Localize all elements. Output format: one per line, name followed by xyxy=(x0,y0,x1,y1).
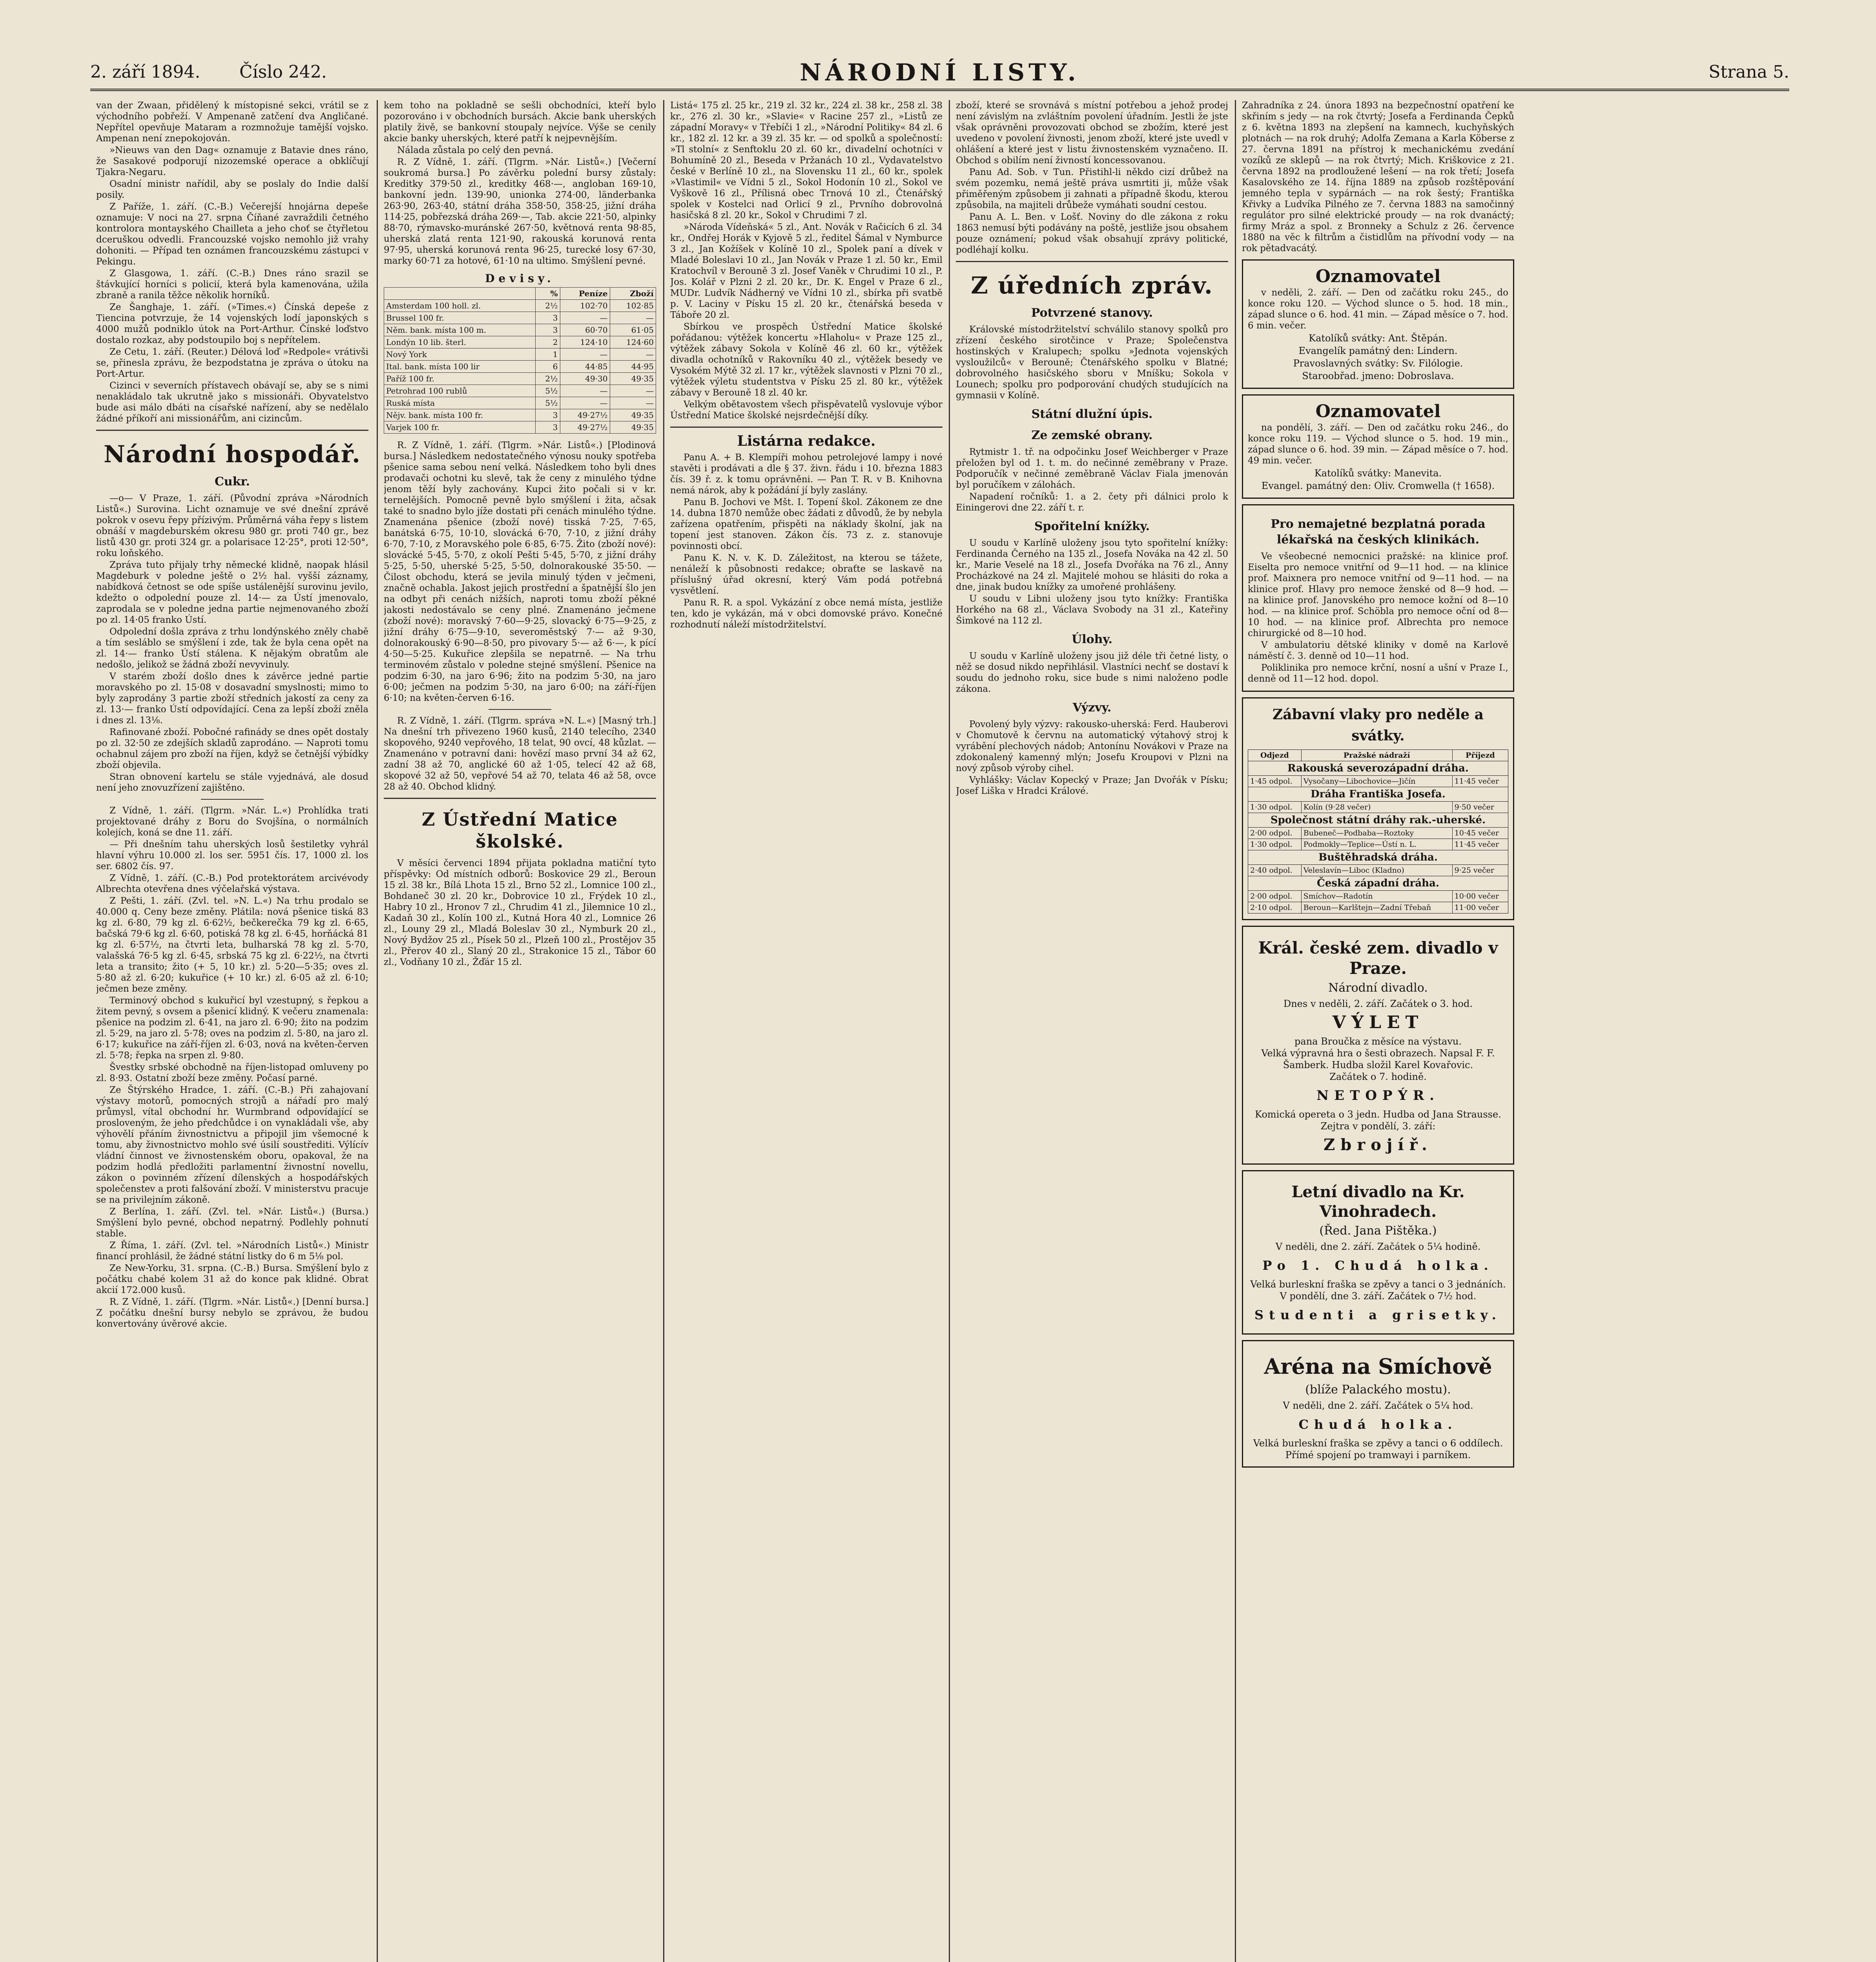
article-paragraph: Z Berlína, 1. září. (Zvl. tel. »Nár. Listů«.) (Bursa.) Smýšlení bylo pevné, obchod nepatrný. Podlehly pohnutí stable. xyxy=(96,1207,368,1239)
box-line: Katolíků svátky: Manevita. xyxy=(1314,468,1442,479)
table-cell: 3 xyxy=(536,409,560,421)
column-header: Pražské nádraží xyxy=(1301,750,1452,761)
railway-name: Česká západní dráha. xyxy=(1248,876,1508,891)
section-subtitle: Spořitelní knížky. xyxy=(1034,520,1150,533)
article-paragraph: Panu A. + B. Klempíři mohou petrolejové lampy i nové stavěti i prodávati a dle § 37. živn. řádu i 10. března 1883 čís. 39 ř. z. k tomu oprávněni. — Pan T. R. v B. Knihovna nemá nárok, aby k požádání jí byly zaslány. xyxy=(670,452,943,496)
box-line: na pondělí, 3. září. — Den od začátku roku 246., do konce roku 119. — Východ slunce o 5. hod. 19 min., západ slunce o 6. hod. 39 min. — Západ měsíce o 7. hod. 49 min. večer. xyxy=(1248,423,1508,466)
table-caption: Devisy. xyxy=(485,272,555,285)
column-header xyxy=(384,288,536,300)
section-divider xyxy=(670,427,943,428)
article-paragraph: Ze Šanghaje, 1. září. (»Times.«) Čínská depeše z Tiencina potvrzuje, že 14 vojenských lodí japonských s 4000 mužů podniklo útok na Port-Arthur. Čínské loďstvo dostalo rozkaz, aby podstoupilo boj s nepřítelem. xyxy=(96,302,368,345)
article-paragraph: Sbírkou ve prospěch Ústřední Matice školské pořádanou: výtěžek koncertu »Hlaholu« v Praze 125 zl., výtěžek zábavy Sokola v Kolíně 46 zl. 60 kr., výtěžek divadla ochotníků v Rakovníku 40 zl., výtěžek besedy ve Vysokém Mýtě 32 zl. 17 kr., výtěžek slavnosti v Plzni 70 zl., výtěžek výletu studentstva v Písku 25 zl. 80 kr., výtěžek zábavy v Berouně 18 zl. 40 kr. xyxy=(670,322,943,398)
train-row xyxy=(1248,891,1508,902)
article-paragraph: »Národa Vídeňská« 5 zl., Ant. Novák v Račicích 6 zl. 34 kr., Ondřej Horák v Kyjově 5 zl., ředitel Šámal v Nymburce 3 zl., Jan Kožíšek v Kolíně 10 zl., Spolek paní a dívek v Mladé Boleslavi 10 zl., Jan Novák v Praze 1 zl. 50 kr., Emil Kratochvíl v Berouně 3 zl. Josef Vaněk v Chrudimi 10 zl., P. Jos. Kolář v Plzni 2 zl. 20 kr., Dr. K. Engel v Praze 6 zl., MUDr. Ludvík Nádherný ve Vídni 10 zl., sbírka při svatbě p. V. Laciny v Písku 15 zl. 20 kr., čtenářská beseda v Táboře 20 zl. xyxy=(670,222,943,320)
article-paragraph: Velkým obětavostem všech přispěvatelů vyslovuje výbor Ústřední Matice školské nejsrdečnější díky. xyxy=(670,399,943,421)
train-row xyxy=(1248,839,1508,850)
table-cell: Londýn 10 lib. šterl. xyxy=(384,336,536,348)
table-row xyxy=(384,385,656,397)
column-1 xyxy=(96,100,368,1962)
train-row xyxy=(1248,902,1508,914)
box-line: Katolíků svátky: Ant. Štěpán. xyxy=(1309,333,1448,344)
article-paragraph: Nálada zůstala po celý den pevná. xyxy=(397,145,554,155)
column-header: % xyxy=(536,288,560,300)
railway-name: Buštěhradská dráha. xyxy=(1248,850,1508,865)
table-cell: 5½ xyxy=(536,385,560,397)
table-cell: 44·95 xyxy=(610,361,656,373)
theatre-title: Letní divadlo na Kr. Vinohradech. xyxy=(1291,1183,1465,1221)
column-4 xyxy=(956,100,1228,1962)
column-header: Odjezd xyxy=(1248,750,1302,761)
theatre-box xyxy=(1242,926,1514,1165)
table-row xyxy=(384,312,656,324)
column-5-left xyxy=(1242,100,1514,1468)
table-cell: 102·70 xyxy=(560,300,610,312)
theatre-title: Aréna na Smíchově xyxy=(1264,1354,1492,1379)
article-paragraph: van der Zwaan, přidělený k místopisné sekci, vrátil se z východního pobřeží. V Ampenaně zatčení dva Angličané. Nepřítel opevňuje Mataram a rozmnožuje tamější vojsko. Ampenan není znepokojován. xyxy=(96,100,368,144)
article-paragraph: Panu R. R. a spol. Vykázání z obce nemá místa, jestliže ten, kdo je vykázán, má v obci domovské právo. Konečné rozhodnutí náleží místodržitelství. xyxy=(670,598,943,630)
article-paragraph: Panu A. L. Ben. v Lošť. Noviny do dle zákona z roku 1863 nemusí býti podávány na poště, jestliže jsou obsahem pouze oznámení; pokud však obsahují zprávy politické, podléhají kolku. xyxy=(956,212,1228,255)
masthead xyxy=(90,59,1789,91)
article-paragraph: V starém zboží došlo dnes k závěrce jedné partie moravského po zl. 15·08 v dosavadní smyslnosti; mimo to byly zaprodány 3 partie zboží středních jakostí za ceny za zl. 13·— franko Ústí odpovídající. Cena za lepší zboží zněla i dnes zl. 13⅛. xyxy=(96,671,368,726)
table-cell: Brussel 100 fr. xyxy=(384,312,536,324)
article-paragraph: Z Paříže, 1. září. (C.-B.) Večerejší hnojárna depeše oznamuje: V noci na 27. srpna Číňané zavraždili četného kontrolora montayského Chailleta a jeho choť se čtyřletou dceruškou odvedli. Francouzské vojsko nemohlo již vrahy dohoniti. — Případ ten oznámen francouzskému zástupci v Pekingu. xyxy=(96,202,368,267)
table-cell: Nový York xyxy=(384,348,536,361)
table-cell: 1·30 odpol. xyxy=(1248,802,1302,813)
table-cell: — xyxy=(610,348,656,361)
article-paragraph: Rytmistr 1. tř. na odpočinku Josef Weichberger v Praze přeložen byl od 1. t. m. do nečinné zeměbrany v Praze. Podporučík v nečinné zeměbraně Václav Fiala jmenován byl poručíkem v zálohách. xyxy=(956,447,1228,490)
table-header-row xyxy=(384,288,656,300)
table-cell: 11·45 večer xyxy=(1452,839,1508,850)
table-cell: 11·00 večer xyxy=(1452,902,1508,914)
section-divider xyxy=(956,261,1228,262)
table-cell: 1·30 odpol. xyxy=(1248,839,1302,850)
article-paragraph: Ze Cetu, 1. září. (Reuter.) Délová loď »Redpole« vrátivši se, přinesla zprávu, že bezpodstatna je zpráva o útoku na Port-Artur. xyxy=(96,347,368,379)
article-paragraph: Odpolední došla zpráva z trhu londýnského zněly chabě a tím sesláblo se smýšlení i zde, tak že byla cena opět na zl. 14·— franko Ústí stálena. K nějakým obratům ale nedošlo, jelikož se žádná zboží nevyvinuly. xyxy=(96,627,368,670)
play-title: Po 1. Chudá holka. xyxy=(1262,1258,1494,1273)
section-title: Národní hospodář. xyxy=(104,441,361,468)
play-title: Zbrojíř. xyxy=(1324,1136,1433,1154)
article-paragraph: Terminový obchod s kukuřicí byl vzestupný, s řepkou a žitem pevný, s ovsem a pšenicí klidný. K večeru znamenala: pšenice na podzim zl. 6·41, na jaro zl. 6·90; žito na podzim zl. 5·29, na jaro zl. 5·78; oves na podzim zl. 5·80, na jaro zl. 6·17; kukuřice na září-říjen zl. 6·03, nová na květen-červen zl. 5·78; řepka na srpen zl. 9·80. xyxy=(96,996,368,1061)
table-cell: 3 xyxy=(536,324,560,336)
table-cell: 10·45 večer xyxy=(1452,828,1508,839)
box-line: Staroobřad. jmeno: Dobroslava. xyxy=(1302,370,1454,381)
table-cell: 49·27½ xyxy=(560,421,610,434)
oznamovatel-box xyxy=(1242,259,1514,389)
table-row xyxy=(384,324,656,336)
table-cell: Smíchov—Radotín xyxy=(1301,891,1452,902)
table-cell: Ital. bank. místa 100 lir xyxy=(384,361,536,373)
table-cell: Beroun—Karlštejn—Zadní Třebaň xyxy=(1301,902,1452,914)
divider xyxy=(489,709,551,710)
column-3 xyxy=(670,100,943,1962)
section-divider xyxy=(96,430,368,431)
table-cell: 11·45 večer xyxy=(1452,776,1508,787)
table-cell: Bubeneč—Podbaba—Roztoky xyxy=(1301,828,1452,839)
table-cell: 102·85 xyxy=(610,300,656,312)
railway-row xyxy=(1248,761,1508,776)
divider xyxy=(201,799,264,800)
article-paragraph: »Nieuws van den Dag« oznamuje z Batavie dnes ráno, že Sasakové podporují nizozemské operace a obklíčují Tjakra-Negaru. xyxy=(96,145,368,177)
column-rule xyxy=(1235,100,1236,1962)
play-title: Chudá holka. xyxy=(1298,1417,1458,1432)
table-cell: 2·10 odpol. xyxy=(1248,902,1302,914)
box-title: Oznamovatel xyxy=(1315,401,1441,421)
train-row xyxy=(1248,865,1508,876)
issue-date: 2. září 1894. xyxy=(90,62,201,82)
article-paragraph: Královské místodržitelství schválilo stanovy spolků pro zřízení českého sirotčince v Praze; Společenstva hostinských v Kralupech; spolku »Jednota vojenských vysloužilců« v Berouně; Čtenářského spolku v Blatné; dobrovolného hasičského sboru v Mníšku; Sokola v Lounech; spolku pro podporování chudých studujících na gymnasii v Kolíně. xyxy=(956,325,1228,401)
theatre-box xyxy=(1242,1170,1514,1335)
table-cell: — xyxy=(560,385,610,397)
table-cell: Něm. bank. místa 100 m. xyxy=(384,324,536,336)
article-paragraph: Panu Ad. Sob. v Tun. Přistihl-li někdo cizí drůbež na svém pozemku, nemá ještě práva usmrtiti ji, může však přiměřeným způsobem ji zahnati a případně škodu, kterou způsobila, na majiteli drůbeže vymáhati soudní cestou. xyxy=(956,167,1228,210)
section-subtitle: Cukr. xyxy=(215,475,250,489)
table-cell: 3 xyxy=(536,312,560,324)
railway-row xyxy=(1248,850,1508,865)
article-paragraph: Panu B. Jochovi ve Mšt. I. Topení škol. Zákonem ze dne 14. dubna 1870 nemůže obec žádati z důvodů, že by nebyla zařízena opatřením, přispěti na náklady školní, jak na topení jest stanoven. Zákon čís. 73 z. z. stanovuje povinnosti obcí. xyxy=(670,497,943,551)
table-cell: — xyxy=(560,348,610,361)
box-line: v neděli, 2. září. — Den od začátku roku 245., do konce roku 120. — Východ slunce o 5. hod. 18 min., západ slunce o 6. hod. 41 min. — Západ měsíce o 7. hod. 6 min. večer. xyxy=(1248,288,1508,331)
table-cell: 2½ xyxy=(536,300,560,312)
theatre-subtitle: (Řed. Jana Pištěka.) xyxy=(1319,1224,1437,1238)
oznamovatel-box xyxy=(1242,394,1514,499)
theatre-line: Velká výpravná hra o šesti obrazech. Napsal F. F. Šamberk. Hudba složil Karel Kovařovic. xyxy=(1261,1048,1495,1070)
table-cell: 10·00 večer xyxy=(1452,891,1508,902)
theatre-line: V neděli, dne 2. září. Začátek o 5¼ hod. xyxy=(1283,1400,1473,1411)
column-2 xyxy=(384,100,656,1962)
article-paragraph: Z Glasgowa, 1. září. (C.-B.) Dnes ráno srazil se štávkující horníci s policií, která byla kamenována, užila zbraně a ranila těžce několik horníků. xyxy=(96,268,368,301)
table-cell: 49·27½ xyxy=(560,409,610,421)
play-title: Studenti a grisetky. xyxy=(1254,1307,1502,1322)
table-cell: 49·35 xyxy=(610,409,656,421)
theatre-line: Zejtra v pondělí, 3. září: xyxy=(1320,1121,1436,1132)
box-line: Evangelík památný den: Lindern. xyxy=(1298,345,1458,356)
table-cell: 5½ xyxy=(536,397,560,409)
article-paragraph: R. Z Vídně, 1. září. (Tlgrm. »Nár. Listů«.) [Večerní soukromá bursa.] Po závěrku polední bursy zůstaly: Kreditky 379·50 zl., kreditky 468·—, angloban 169·10, bankovní jedn. 139·90, unionka 274·00, länderbanka 263·90, 263·40, státní dráha 358·50, 358·25, jižní dráha 114·25, pobřezská dráha 269·—, Tab. akcie 221·50, alpinky 88·70, rýmavsko-muránské 267·50, květnová renta 98·85, uherská zlatá renta 121·90, rakouská korunová renta 97·95, uherská korunová renta 96·25, turecké losy 67·30, marky 60·71 za hotové, 61·10 na ultimo. Smýšlení pevné. xyxy=(384,157,656,266)
box-paragraph: V ambulatoriu dětské kliniky v domě na Karlově náměstí č. 3. denně od 10—11 hod. xyxy=(1248,640,1508,661)
table-cell: 61·05 xyxy=(610,324,656,336)
article-paragraph: Zahradníka z 24. února 1893 na bezpečnostní opatření ke skřiním s jedy — na rok čtvrtý; Josefa a Ferdinanda Čepků z 6. května 1893 na zlepšení na kamnech, kuchyňských plotnách — na rok druhý; Adolfa Zemana a Karla Köberse z 27. června 1891 na přístroj k mechanickému zvedání vozíků ze sklepů — na rok čtvrtý; Mich. Kriškovice z 21. června 1892 na prodloužené lešení — na rok třetí; Josefa Kasalovského ze 14. října 1889 na způsob rozštěpování jemného tepla v sypárnách — na rok šestý; Františka Křivky a Ludvíka Pilného ze 7. června 1883 na samočinný regulátor pro silné elektrické proudy — na rok dvanáctý; firmy Mráz a spol. z Bronneky a Schulz z 26. července 1880 na věc k filtrům a čistidlům na přívodní vody — na rok pětadvacátý. xyxy=(1242,100,1514,253)
article-paragraph: Vyhlášky: Václav Kopecký v Praze; Jan Dvořák v Písku; Josef Liška v Hradci Králové. xyxy=(956,775,1228,796)
page-number: Strana 5. xyxy=(1708,62,1789,82)
article-paragraph: Z Vídně, 1. září. (C.-B.) Pod protektorátem arcivévody Albrechta otevřena dnes výčelařská výstava. xyxy=(96,873,368,894)
table-cell: 49·35 xyxy=(610,373,656,385)
column-5 xyxy=(1242,100,1789,1962)
table-cell: 1 xyxy=(536,348,560,361)
poradna-box xyxy=(1242,504,1514,692)
article-paragraph: Osadní ministr nařídil, aby se poslaly do Indie další posily. xyxy=(96,179,368,200)
theatre-subtitle: Národní divadlo. xyxy=(1328,981,1428,995)
train-schedule-box xyxy=(1242,697,1514,920)
article-paragraph: kem toho na pokladně se sešli obchodníci, kteří bylo pozorováno i v obchodních bursách. Akcie bank uherských platily živě, se bankovní stoupaly nejvíce. Výše se cenily akcie banky uherských, které patří k nejpevnějším. xyxy=(384,100,656,144)
section-title: Z úředních zpráv. xyxy=(971,272,1213,299)
table-cell: 124·60 xyxy=(610,336,656,348)
article-paragraph: Ze New-Yorku, 31. srpna. (C.-B.) Bursa. Smýšlení bylo z počátku chabé kolem 31 až do konce pak klidné. Obrat akcií 172.000 kusů. xyxy=(96,1263,368,1295)
play-title: NETOPÝR. xyxy=(1316,1088,1440,1103)
section-subtitle: Potvrzené stanovy. xyxy=(1031,306,1153,320)
railway-row xyxy=(1248,813,1508,828)
table-cell: 49·35 xyxy=(610,421,656,434)
article-paragraph: U soudu v Karlíně uloženy jsou tyto spořitelní knížky: Ferdinanda Černého na 135 zl., Josefa Nováka na 42 zl. 50 kr., Marie Veselé na 18 zl., Josefa Dvořáka na 76 zl., Anny Procházkové na 24 zl. Majitelé mohou se hlásiti do roka a dne, jinak budou knížky za umořené prohlášeny. xyxy=(956,538,1228,592)
table-cell: — xyxy=(610,385,656,397)
article-paragraph: zboží, které se srovnává s místní potřebou a jehož prodej není závislým na zvláštním povolení úřadním. Jestli že jste však oprávněni provozovati obchod se zbožím, které jest uvedeno v povolení živnosti, jenom zboží, které jste uvedl v ohlášení a které jest v listu živnostenském vyznačeno. II. Obchod s obilím není živností koncessovanou. xyxy=(956,100,1228,166)
train-row xyxy=(1248,776,1508,787)
article-paragraph: V měsíci červenci 1894 přijata pokladna matiční tyto příspěvky: Od místních odborů: Boskovice 29 zl., Beroun 15 zl. 38 kr., Bílá Lhota 15 zl., Brno 52 zl., Lomnice 100 zl., Bohdaneč 30 zl. 20 kr., Dobrovice 10 zl., Frýdek 10 zl., Habry 10 zl., Hronov 7 zl., Chrudim 41 zl., Jilemnice 10 zl., Kadaň 30 zl., Kolín 100 zl., Kutná Hora 40 zl., Lomnice 26 zl., Louny 29 zl., Mladá Boleslav 30 zl., Nymburk 20 zl., Nový Bydžov 25 zl., Písek 50 zl., Plzeň 100 zl., Prostějov 35 zl., Přerov 40 zl., Slaný 20 zl., Strakonice 15 zl., Tábor 60 zl., Vodňany 10 zl., Žďár 15 zl. xyxy=(384,858,656,967)
theatre-subtitle: (blíže Palackého mostu). xyxy=(1305,1383,1451,1397)
table-cell: Veleslavín—Liboc (Kladno) xyxy=(1301,865,1452,876)
table-row xyxy=(384,373,656,385)
theatre-line: Začátek o 7. hodině. xyxy=(1329,1071,1427,1082)
article-paragraph: Zpráva tuto přijaly trhy německé klidně, naopak hlásil Magdeburk v poledne ještě o 2½ hal. vyšší záznamy, nabídková četnost se ode spíše ustálenější surovinu jevilo, kdežto o odpolední pouze zl. 14·— za Ústí jmenovalo, zaprodala se v poledne jedna partie nejmenovaného zboží po zl. 14·05 franko Ústí. xyxy=(96,560,368,625)
table-cell: Podmokly—Teplice—Ústí n. L. xyxy=(1301,839,1452,850)
box-paragraph: Poliklinika pro nemoce krční, nosní a ušní v Praze I., denně od 11—12 hod. dopol. xyxy=(1248,663,1508,684)
section-title: Z Ústřední Matice školské. xyxy=(421,809,618,852)
article-paragraph: R. Z Vídně, 1. září. (Tlgrm. správa »N. L.«) [Masný trh.] Na dnešní trh přivezeno 1960 kusů, 2140 telecího, 2340 skopového, 9240 vepřového, 18 telat, 90 ovcí, 48 kůzlat. — Znamenáno v potravní dani: hovězí maso první 34 až 62, zadní 38 až 70, anglické 60 až 1·05, telecí 42 až 68, skopové 32 až 50, vepřové 54 až 70, telata 46 až 58, ovce 28 až 40. Obchod klidný. xyxy=(384,716,656,792)
article-paragraph: U soudu v Libni uloženy jsou tyto knížky: Františka Horkého na 68 zl., Václava Svobody na 31 zl., Kateřiny Šimkové na 112 zl. xyxy=(956,594,1228,626)
table-row xyxy=(384,397,656,409)
section-subtitle: Ze zemské obrany. xyxy=(1031,429,1153,442)
theatre-title: Král. české zem. divadlo v Praze. xyxy=(1258,938,1498,978)
article-paragraph: Z Vídně, 1. září. (Tlgrm. »Nár. L.«) Prohlídka trati projektované dráhy z Boru do Svojšína, o normálních kolejích, koná se dne 11. září. xyxy=(96,806,368,838)
train-row xyxy=(1248,828,1508,839)
table-cell: Kolín (9·28 večer) xyxy=(1301,802,1452,813)
theatre-line: Dnes v neděli, 2. září. Začátek o 3. hod. xyxy=(1283,998,1473,1009)
article-paragraph: Švestky srbské obchodně na říjen-listopad omluveny po zl. 8·93. Ostatní zboží beze změny. Počasí parné. xyxy=(96,1062,368,1083)
column-rule xyxy=(663,100,664,1962)
table-cell: Paříž 100 fr. xyxy=(384,373,536,385)
table-cell: 1·45 odpol. xyxy=(1248,776,1302,787)
column-rule xyxy=(949,100,950,1962)
table-cell: 2·00 odpol. xyxy=(1248,828,1302,839)
article-paragraph: Napadení ročníků: 1. a 2. čety při dálnici prolo k Einingerovi dne 22. září t. r. xyxy=(956,492,1228,513)
railway-row xyxy=(1248,787,1508,802)
article-paragraph: U soudu v Karlíně uloženy jsou již déle tři četné listy, o něž se dosud nikdo nepřihlásil. Vlastníci nechť se dostaví k soudu do jednoho roku, sice bude s nimi naloženo podle zákona. xyxy=(956,651,1228,694)
table-header-row xyxy=(1248,750,1508,761)
section-title: Listárna redakce. xyxy=(737,433,876,449)
table-cell: 6 xyxy=(536,361,560,373)
table-cell: — xyxy=(560,397,610,409)
article-paragraph: Ze Štýrského Hradce, 1. září. (C.-B.) Při zahajovaní výstavy motorů, pomocných strojů a nářadí pro malý průmysl, vítal obchodní hr. Wurmbrand odpovídající se prosloveným, že jeho předchůdce i on vynakládali vše, aby výhovělí přáním živnostnictvu a připojil jim všemocné k tomu, aby živnostnictvo mohlo své úsilí soustřediti. Výlícív vládní činnost ve živnostenském oboru, opakoval, že na podzim hodlá předložiti parlamentní živnostní novellu, zákon o povinném zřízení dílenských a hospodářských společenstev a proti falšování zboží. V ministerstvu pracuje se na privilejním zákoně. xyxy=(96,1085,368,1205)
table-cell: Ruská místa xyxy=(384,397,536,409)
column-rule xyxy=(377,100,378,1962)
train-row xyxy=(1248,802,1508,813)
article-paragraph: R. Z Vídně, 1. září. (Tlgrm. »Nár. Listů«.) [Denní bursa.] Z počátku dnešní bursy nebylo se zprávou, že budou konvertovány úvěrové akcie. xyxy=(96,1297,368,1329)
article-paragraph: Rafinované zboží. Pobočné rafinády se dnes opět dostaly po zl. 32·50 ze zdejších skladů zaprodáno. — Naproti tomu ochabnul zájem pro zboží na říjen, když se četnější výbídky zboží objevila. xyxy=(96,727,368,770)
issue-number: Číslo 242. xyxy=(239,62,327,82)
section-divider xyxy=(384,798,656,799)
theatre-line: Komická opereta o 3 jedn. Hudba od Jana Strausse. xyxy=(1255,1109,1501,1120)
railway-row xyxy=(1248,876,1508,891)
box-paragraph: Ve všeobecné nemocnici pražské: na klinice prof. Eiselta pro nemoce vnitřní od 9—11 hod. — na klinice prof. Maixnera pro nemoce vnitřní od 9—11 hod. — na klinice prof. Hlavy pro nemoce ženské od 8—9 hod. — na klinice prof. Janovského pro nemoce kožní od 8—10 hod. — na klinice prof. Schöbla pro nemoce oční od 8—10 hod. — na klinice prof. Albrechta pro nemoce chirurgické od 8—10 hod. xyxy=(1248,551,1508,638)
table-cell: 2·00 odpol. xyxy=(1248,891,1302,902)
article-paragraph: Z Pešti, 1. září. (Zvl. tel. »N. L.«) Na trhu prodalo se 40.000 q. Ceny beze změny. Plátila: nová pšenice tiská 83 kg zl. 6·80, 79 kg zl. 6·62½, bečkerečka 79 kg zl. 6·65, bačská 79·6 kg zl. 6·60, potiská 78 kg zl. 6·45, horňácká 81 kg zl. 6·57½, na čtvrti leta, bulharská 78 kg zl. 5·70, valašská 76·5 kg zl. 6·45, srbská 75 kg zl. 6·22½, na čtvrti leta a transito; žito (+ 5, 10 kr.) zl. 5·20—5·35; oves zl. 5·80 až zl. 6·20; kukuřice (+ 10 kr.) zl. 6·05 až zl. 6·10; ječmen beze změny. xyxy=(96,896,368,994)
article-paragraph: Povolený byly výzvy: rakousko-uherská: Ferd. Hauberovi v Chomutově k červnu na automatický výtahový stroj k vyrábění plechových nádob; Antonínu Novákovi v Praze na zdokonalený kamenný mlýn; Josefu Kroupovi v Plzni na nový způsob výroby cihel. xyxy=(956,719,1228,773)
article-paragraph: Cizinci v severních přístavech obávají se, aby se s nimi nenakládalo tak ukrutně jako s missionáři. Obyvatelstvo bude asi málo dbáti na císařské nařízení, aby se nedělalo žádné příkoří ani missionářům, ani cizincům. xyxy=(96,381,368,424)
table-row xyxy=(384,336,656,348)
theatre-line: V pondělí, dne 3. září. Začátek o 7½ hod. xyxy=(1280,1291,1477,1302)
theatre-line: V neděli, dne 2. září. Začátek o 5¼ hodině. xyxy=(1275,1241,1481,1252)
table-cell: Varjek 100 fr. xyxy=(384,421,536,434)
article-paragraph: — Při dnešním tahu uherských losů šestiletky vyhrál hlavní výhru 10.000 zl. los ser. 5951 čís. 17, 1000 zl. los ser. 6802 čís. 97. xyxy=(96,839,368,872)
table-row xyxy=(384,361,656,373)
article-paragraph: R. Z Vídně, 1. září. (Tlgrm. »Nár. Listů«.) [Plodinová bursa.] Následkem nedostatečného výnosu nouky spotřeba pšenice sama sebou není velká. Následkem toho byli dnes prodavači ochotni ku slevě, tak že ceny z minulého týdne jenom těží byly zachovány. Kupci žito počali si v kr. ternelějších. Pomocně pevně bylo smýšlení i žita, ačsak také to snadno bylo jíže dostati při cenách minulého týdne. Znamenána pšenice (zboží nové) tisská 7·25, 7·65, banátská 6·75, 10·10, slovácká 6·70, 7·10, z jižní dráhy 6·70, 7·10, z Moravského pole 6·85, 6·75. Žito (zboží nové): slovácké 5·45, 5·70, z okolí Pešti 5·45, 5·70, z jižní dráhy 5·25, 5·50, uherské 5·25, 5·50, dolnorakouské 35·50. — Čilost obchodu, která se jevila minulý týden v ječmeni, značně ochabla. Jakost jejich prostřední a špatnější šlo jen na odbyt při cenách nižších, naproti tomu zboží pěkné jakosti nedostávalo se ceny plné. Znamenáno ječmene (zboží nové): moravský 7·60—9·25, slovacký 6·75—9·25, z jižní dráhy 6·75—9·10, severoměstský 7·— až 9·30, dolnorakouský 6·90—8·50, pro pivovary 5·— až 6·—, k pící 4·50—5·25. Kukuřice zlepšila se nepatrně. — Na trhu terminovém zůstalo v poledne stejné smýšlení. Pšenice na podzim 6·30, na jaro 6·96; žito na podzim 5·30, na jaro 6·00; ječmen na podzim 5·30, na jaro 6·00; na září-říjen 6·10; na květen-červen 6·16. xyxy=(384,440,656,703)
section-subtitle: Výzvy. xyxy=(1072,701,1112,715)
box-line: Pravoslavných svátky: Sv. Filólogie. xyxy=(1293,358,1463,369)
box-title: Oznamovatel xyxy=(1315,266,1441,286)
section-subtitle: Státní dlužní úpis. xyxy=(1031,407,1153,421)
table-cell: 2 xyxy=(536,336,560,348)
article-paragraph: Panu K. N. v. K. D. Záležitost, na kterou se tážete, nenáleží k působnosti redakce; obraťte se laskavě na příslušný úřad okresní, který Vám podá potřebná vysvětlení. xyxy=(670,553,943,596)
table-row xyxy=(384,348,656,361)
table-cell: Amsterdam 100 holl. zl. xyxy=(384,300,536,312)
theatre-line: pana Broučka z měsíce na výstavu. xyxy=(1294,1036,1462,1047)
box-title: Pro nemajetné bezplatná porada lékařská na českých klinikách. xyxy=(1271,517,1486,547)
box-title: Zábavní vlaky pro neděle a svátky. xyxy=(1273,706,1484,744)
box-line: Evangel. památný den: Oliv. Cromwella († 1658). xyxy=(1261,480,1495,491)
table-cell: 60·70 xyxy=(560,324,610,336)
table-cell: — xyxy=(560,312,610,324)
article-paragraph: —o— V Praze, 1. září. (Původní zpráva »Národních Listů«.) Surovina. Licht oznamuje ve své dnešní zprávě pokrok v osevu řepy přízivým. Průměrná váha řepy s listem obnáší v magdeburském okresu 980 gr. proti 740 gr., bez listů 430 gr. proti 324 gr. a polarisace 12·25°, proti 12·50°, roku loňského. xyxy=(96,493,368,558)
railway-name: Rakouská severozápadní dráha. xyxy=(1248,761,1508,776)
newspaper-title: NÁRODNÍ LISTY. xyxy=(800,59,1080,86)
table-cell: Nějv. bank. místa 100 fr. xyxy=(384,409,536,421)
theatre-box xyxy=(1242,1340,1514,1468)
article-paragraph: Z Říma, 1. září. (Zvl. tel. »Národních Listů«.) Ministr financí prohlásil, že žádné státní listky do 6 m 5⅛ pol. xyxy=(96,1240,368,1262)
table-cell: 44·85 xyxy=(560,361,610,373)
table-cell: 9·25 večer xyxy=(1452,865,1508,876)
railway-name: Dráha Františka Josefa. xyxy=(1248,787,1508,802)
table-row xyxy=(384,300,656,312)
table-cell: 124·10 xyxy=(560,336,610,348)
table-row xyxy=(384,409,656,421)
table-cell: Vysočany—Libochovice—Jičín xyxy=(1301,776,1452,787)
table-cell: 2½ xyxy=(536,373,560,385)
table-cell: 3 xyxy=(536,421,560,434)
column-header: Peníze xyxy=(560,288,610,300)
column-header: Zboží xyxy=(610,288,656,300)
column-header: Příjezd xyxy=(1452,750,1508,761)
train-table xyxy=(1248,749,1508,914)
theatre-line: Přímé spojení po tramwayi i parníkem. xyxy=(1285,1450,1471,1461)
table-cell: 2·40 odpol. xyxy=(1248,865,1302,876)
devisy-table xyxy=(384,270,656,434)
table-cell: 49·30 xyxy=(560,373,610,385)
table-row xyxy=(384,421,656,434)
play-title: VÝLET xyxy=(1332,1012,1424,1032)
article-paragraph: Stran obnovení kartelu se stále vyjednává, ale dosud není jeho znovuzřízení zajištěno. xyxy=(96,772,368,793)
table-cell: — xyxy=(610,397,656,409)
theatre-line: Velká burleskní fraška se zpěvy a tanci o 6 oddílech. xyxy=(1253,1438,1503,1449)
theatre-line: Velká burleskní fraška se zpěvy a tanci o 3 jednáních. xyxy=(1250,1279,1506,1290)
table-cell: — xyxy=(610,312,656,324)
railway-name: Společnost státní dráhy rak.-uherské. xyxy=(1248,813,1508,828)
article-paragraph: Listá« 175 zl. 25 kr., 219 zl. 32 kr., 224 zl. 38 kr., 258 zl. 38 kr., 276 zl. 30 kr., »Slavie« v Racine 257 zl., »Listů ze západní Moravy« v Třebíči 1 zl., »Národní Politiky« 84 zl. 6 kr., 182 zl. 12 kr. a 39 zl. 35 kr. — od spolků a společností: »Tl stolní« z Senftoklu 20 zl. 60 kr., divadelní ochotníci v Bohumíně 20 zl., Beseda v Pržanách 10 zl., Vydavatelstvo české v Berlíně 10 zl., na Slovensku 11 zl., 60 kr., spolek »Vlastimil« ve Vídni 5 zl., Sokol Hodonín 10 zl., Sokol ve Vyškově 16 zl., Přílisná obec Trnová 10 zl., Čtenářský spolek v Kostelci nad Orlicí 9 zl., Prvního dobrovolná hasičská 8 zl. 20 kr., Sokol v Chrudimi 7 zl. xyxy=(670,100,943,221)
table-cell: Petrohrad 100 rublů xyxy=(384,385,536,397)
section-subtitle: Úlohy. xyxy=(1072,633,1112,646)
table-cell: 9·50 večer xyxy=(1452,802,1508,813)
